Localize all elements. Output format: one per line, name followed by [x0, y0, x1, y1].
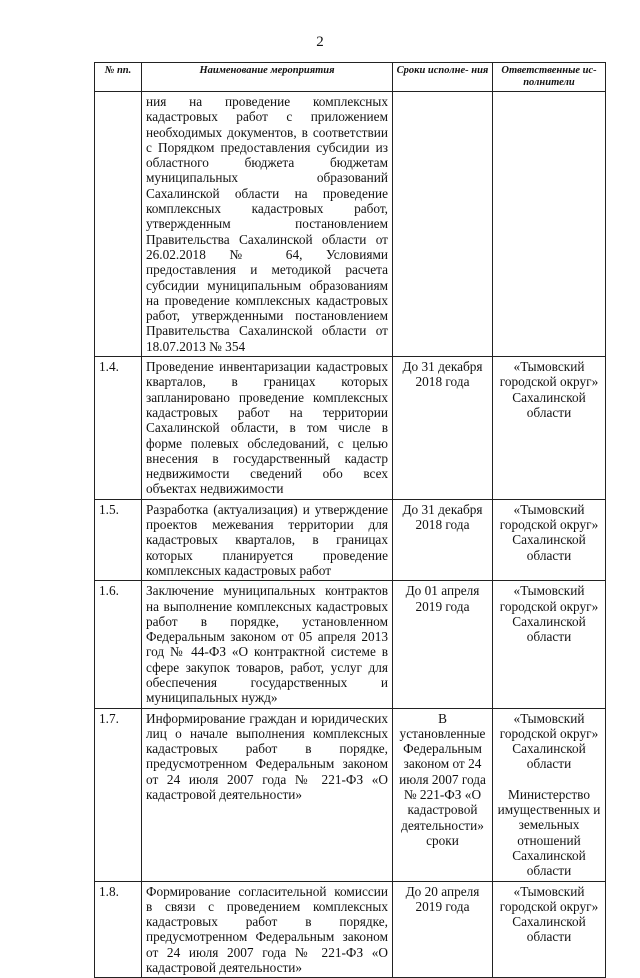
page-number: 2: [316, 34, 324, 50]
responsible-entry: «Тымовский городской округ» Сахалинской области: [499, 710, 599, 772]
row-num-cell: [95, 92, 142, 357]
responsible-entry: Министерство имущественных и земельных отношений Сахалинской области: [497, 786, 601, 879]
responsible-entry: «Тымовский городской округ» Сахалинской области: [499, 359, 599, 420]
header-term: Сроки исполне- ния: [393, 63, 493, 92]
table-row-continuation: [95, 92, 606, 357]
row-name-cell: Заключение муниципальных контрактов на выполнение комплексных кадастровых работ в порядке, установленном Федеральным законом от 05 апреля 2013 год № 44-ФЗ «О контрактной системе в сфере закупок товаров, работ, услуг для обеспечения государственных и муниципальных нужд»: [142, 581, 393, 708]
responsible-entry: «Тымовский городской округ» Сахалинской области: [499, 501, 599, 563]
row-term-cell: До 31 декабря 2018 года: [393, 499, 493, 580]
row-responsible-cell: [493, 357, 606, 500]
row-num-cell: 1.6.: [95, 581, 142, 708]
header-num: № пп.: [95, 63, 142, 92]
header-name: Наименование мероприятия: [142, 63, 393, 92]
table-row: [95, 581, 606, 708]
row-term-cell: До 01 апреля 2019 года: [393, 581, 493, 708]
row-responsible-cell: [493, 92, 606, 357]
table-header-row: [95, 63, 606, 92]
row-name-cell: Формирование согласительной комиссии в связи с проведением комплексных кадастровых работ в порядке, предусмотренном Федеральным законом от 24 июля 2007 года № 221-ФЗ «О кадастровой деятельности»: [142, 881, 393, 978]
measures-table: [94, 62, 606, 978]
row-name-cell: Проведение инвентаризации кадастровых кварталов, в границах которых запланировано проведение комплексных кадастровых работ на территории Сахалинской области, в том числе в форме полевых обследований, с целью внесения в государственный кадастр недвижимости сведений обо всех объектах недвижимости: [142, 357, 393, 500]
table-row: [95, 708, 606, 881]
row-responsible-cell: [493, 708, 606, 881]
table-row: [95, 499, 606, 580]
row-responsible-cell: [493, 881, 606, 978]
row-responsible-cell: [493, 499, 606, 580]
row-responsible-cell: [493, 581, 606, 708]
row-name-cell: Информирование граждан и юридических лиц о начале выполнения комплексных кадастровых работ в порядке, предусмотренном Федеральным законом от 24 июля 2007 года № 221-ФЗ «О кадастровой деятельности»: [142, 708, 393, 881]
table-row: [95, 357, 606, 500]
row-term-cell: [393, 92, 493, 357]
responsible-entry: «Тымовский городской округ» Сахалинской области: [499, 883, 599, 945]
row-term-cell: До 31 декабря 2018 года: [393, 357, 493, 500]
row-num-cell: 1.8.: [95, 881, 142, 978]
table-row: [95, 881, 606, 978]
row-num-cell: 1.5.: [95, 499, 142, 580]
row-name-cell: ния на проведение комплексных кадастровых работ с приложением необходимых документов, в соответствии с Порядком предоставления субсидии из областного бюджета бюджетам муниципальных образований Сахалинской области на проведение комплексных кадастровых работ, утвержденным постановлением Правительства Сахалинской области от 26.02.2018 № 64, Условиями предоставления и методикой расчета субсидии муниципальным образованиям на проведение комплексных кадастровых работ, утвержденными постановлением Правительства Сахалинской области от 18.07.2013 № 354: [142, 92, 393, 357]
header-responsible: Ответственные ис- полнители: [493, 63, 606, 92]
row-term-cell: До 20 апреля 2019 года: [393, 881, 493, 978]
responsible-spacer: [497, 772, 601, 787]
row-name-cell: Разработка (актуализация) и утверждение проектов межевания территории для кадастровых кварталов, в границах которых планируется проведение комплексных кадастровых работ: [142, 499, 393, 580]
row-term-cell: В установленные Федеральным законом от 24 июля 2007 года № 221-ФЗ «О кадастровой деятельности» сроки: [393, 708, 493, 881]
row-num-cell: 1.7.: [95, 708, 142, 881]
responsible-entry: «Тымовский городской округ» Сахалинской области: [499, 583, 599, 645]
row-num-cell: 1.4.: [95, 357, 142, 500]
